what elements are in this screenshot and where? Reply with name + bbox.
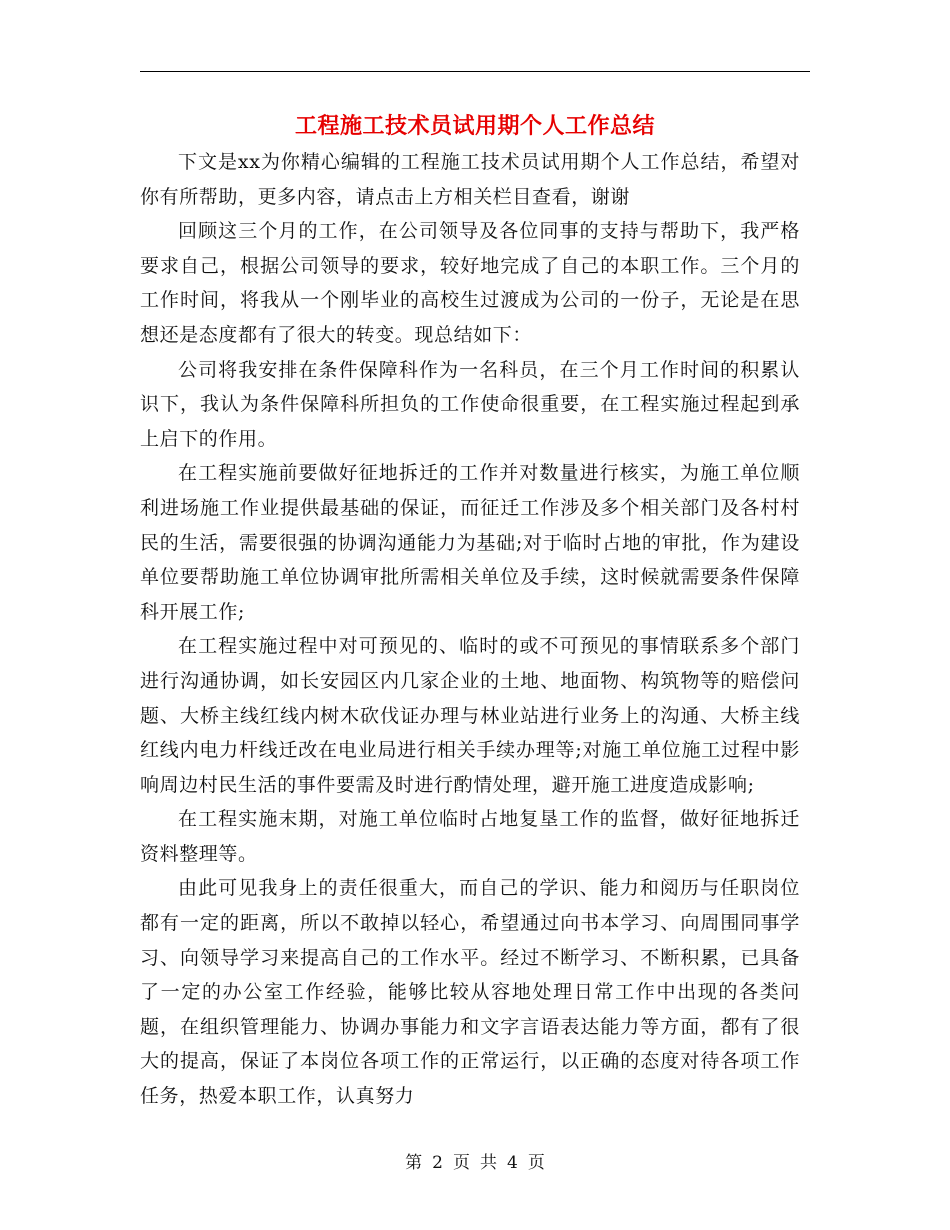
paragraph-final-stage: 在工程实施末期，对施工单位临时占地复垦工作的监督，做好征地拆迁资料整理等。: [140, 808, 800, 865]
footer-current-page: 2: [432, 1153, 443, 1173]
paragraph-intro: 下文是xx为你精心编辑的工程施工技术员试用期个人工作总结，希望对你有所帮助，更多内容，请点击上方相关栏目查看，谢谢: [140, 151, 800, 208]
footer-total-pages: 4: [507, 1153, 518, 1173]
paragraph-pre-construction: 在工程实施前要做好征地拆迁的工作并对数量进行核实，为施工单位顺利进场施工作业提供最基础的保证，而征迁工作涉及多个相关部门及各村村民的生活，需要很强的协调沟通能力为基础;对于临时占地的审批，作为建设单位要帮助施工单位协调审批所需相关单位及手续，这时候就需要条件保障科开展工作;: [140, 462, 800, 623]
paragraph-during-construction: 在工程实施过程中对可预见的、临时的或不可预见的事情联系多个部门进行沟通协调，如长安园区内几家企业的土地、地面物、构筑物等的赔偿问题、大桥主线红线内树木砍伐证办理与林业站进行业务上的沟通、大桥主线红线内电力杆线迁改在电业局进行相关手续办理等;对施工单位施工过程中影响周边村民生活的事件要需及时进行酌情处理，避开施工进度造成影响;: [140, 635, 800, 796]
footer-label-gong: 共: [480, 1153, 497, 1173]
paragraph-review: 回顾这三个月的工作，在公司领导及各位同事的支持与帮助下，我严格要求自己，根据公司领导的要求，较好地完成了自己的本职工作。三个月的工作时间，将我从一个刚毕业的高校生过渡成为公司的一份子，无论是在思想还是态度都有了很大的转变。现总结如下：: [140, 220, 800, 346]
document-title: 工程施工技术员试用期个人工作总结: [294, 113, 655, 139]
paragraph-self-assessment: 由此可见我身上的责任很重大，而自己的学识、能力和阅历与任职岗位都有一定的距离，所以不敢掉以轻心，希望通过向书本学习、向周围同事学习、向领导学习来提高自己的工作水平。经过不断学习、不断积累，已具备了一定的办公室工作经验，能够比较从容地处理日常工作中出现的各类问题，在组织管理能力、协调办事能力和文字言语表达能力等方面，都有了很大的提高，保证了本岗位各项工作的正常运行，以正确的态度对待各项工作任务，热爱本职工作，认真努力: [140, 877, 800, 1108]
footer-label-di: 第: [405, 1153, 423, 1173]
header-rule: [140, 71, 810, 72]
footer-label-ye: 页: [453, 1153, 470, 1173]
footer-label-ye-2: 页: [527, 1153, 545, 1173]
paragraph-role: 公司将我安排在条件保障科作为一名科员，在三个月工作时间的积累认识下，我认为条件保障科所担负的工作使命很重要，在工程实施过程起到承上启下的作用。: [140, 358, 800, 450]
page-footer: [0, 1148, 950, 1178]
document-body: [140, 145, 800, 1114]
